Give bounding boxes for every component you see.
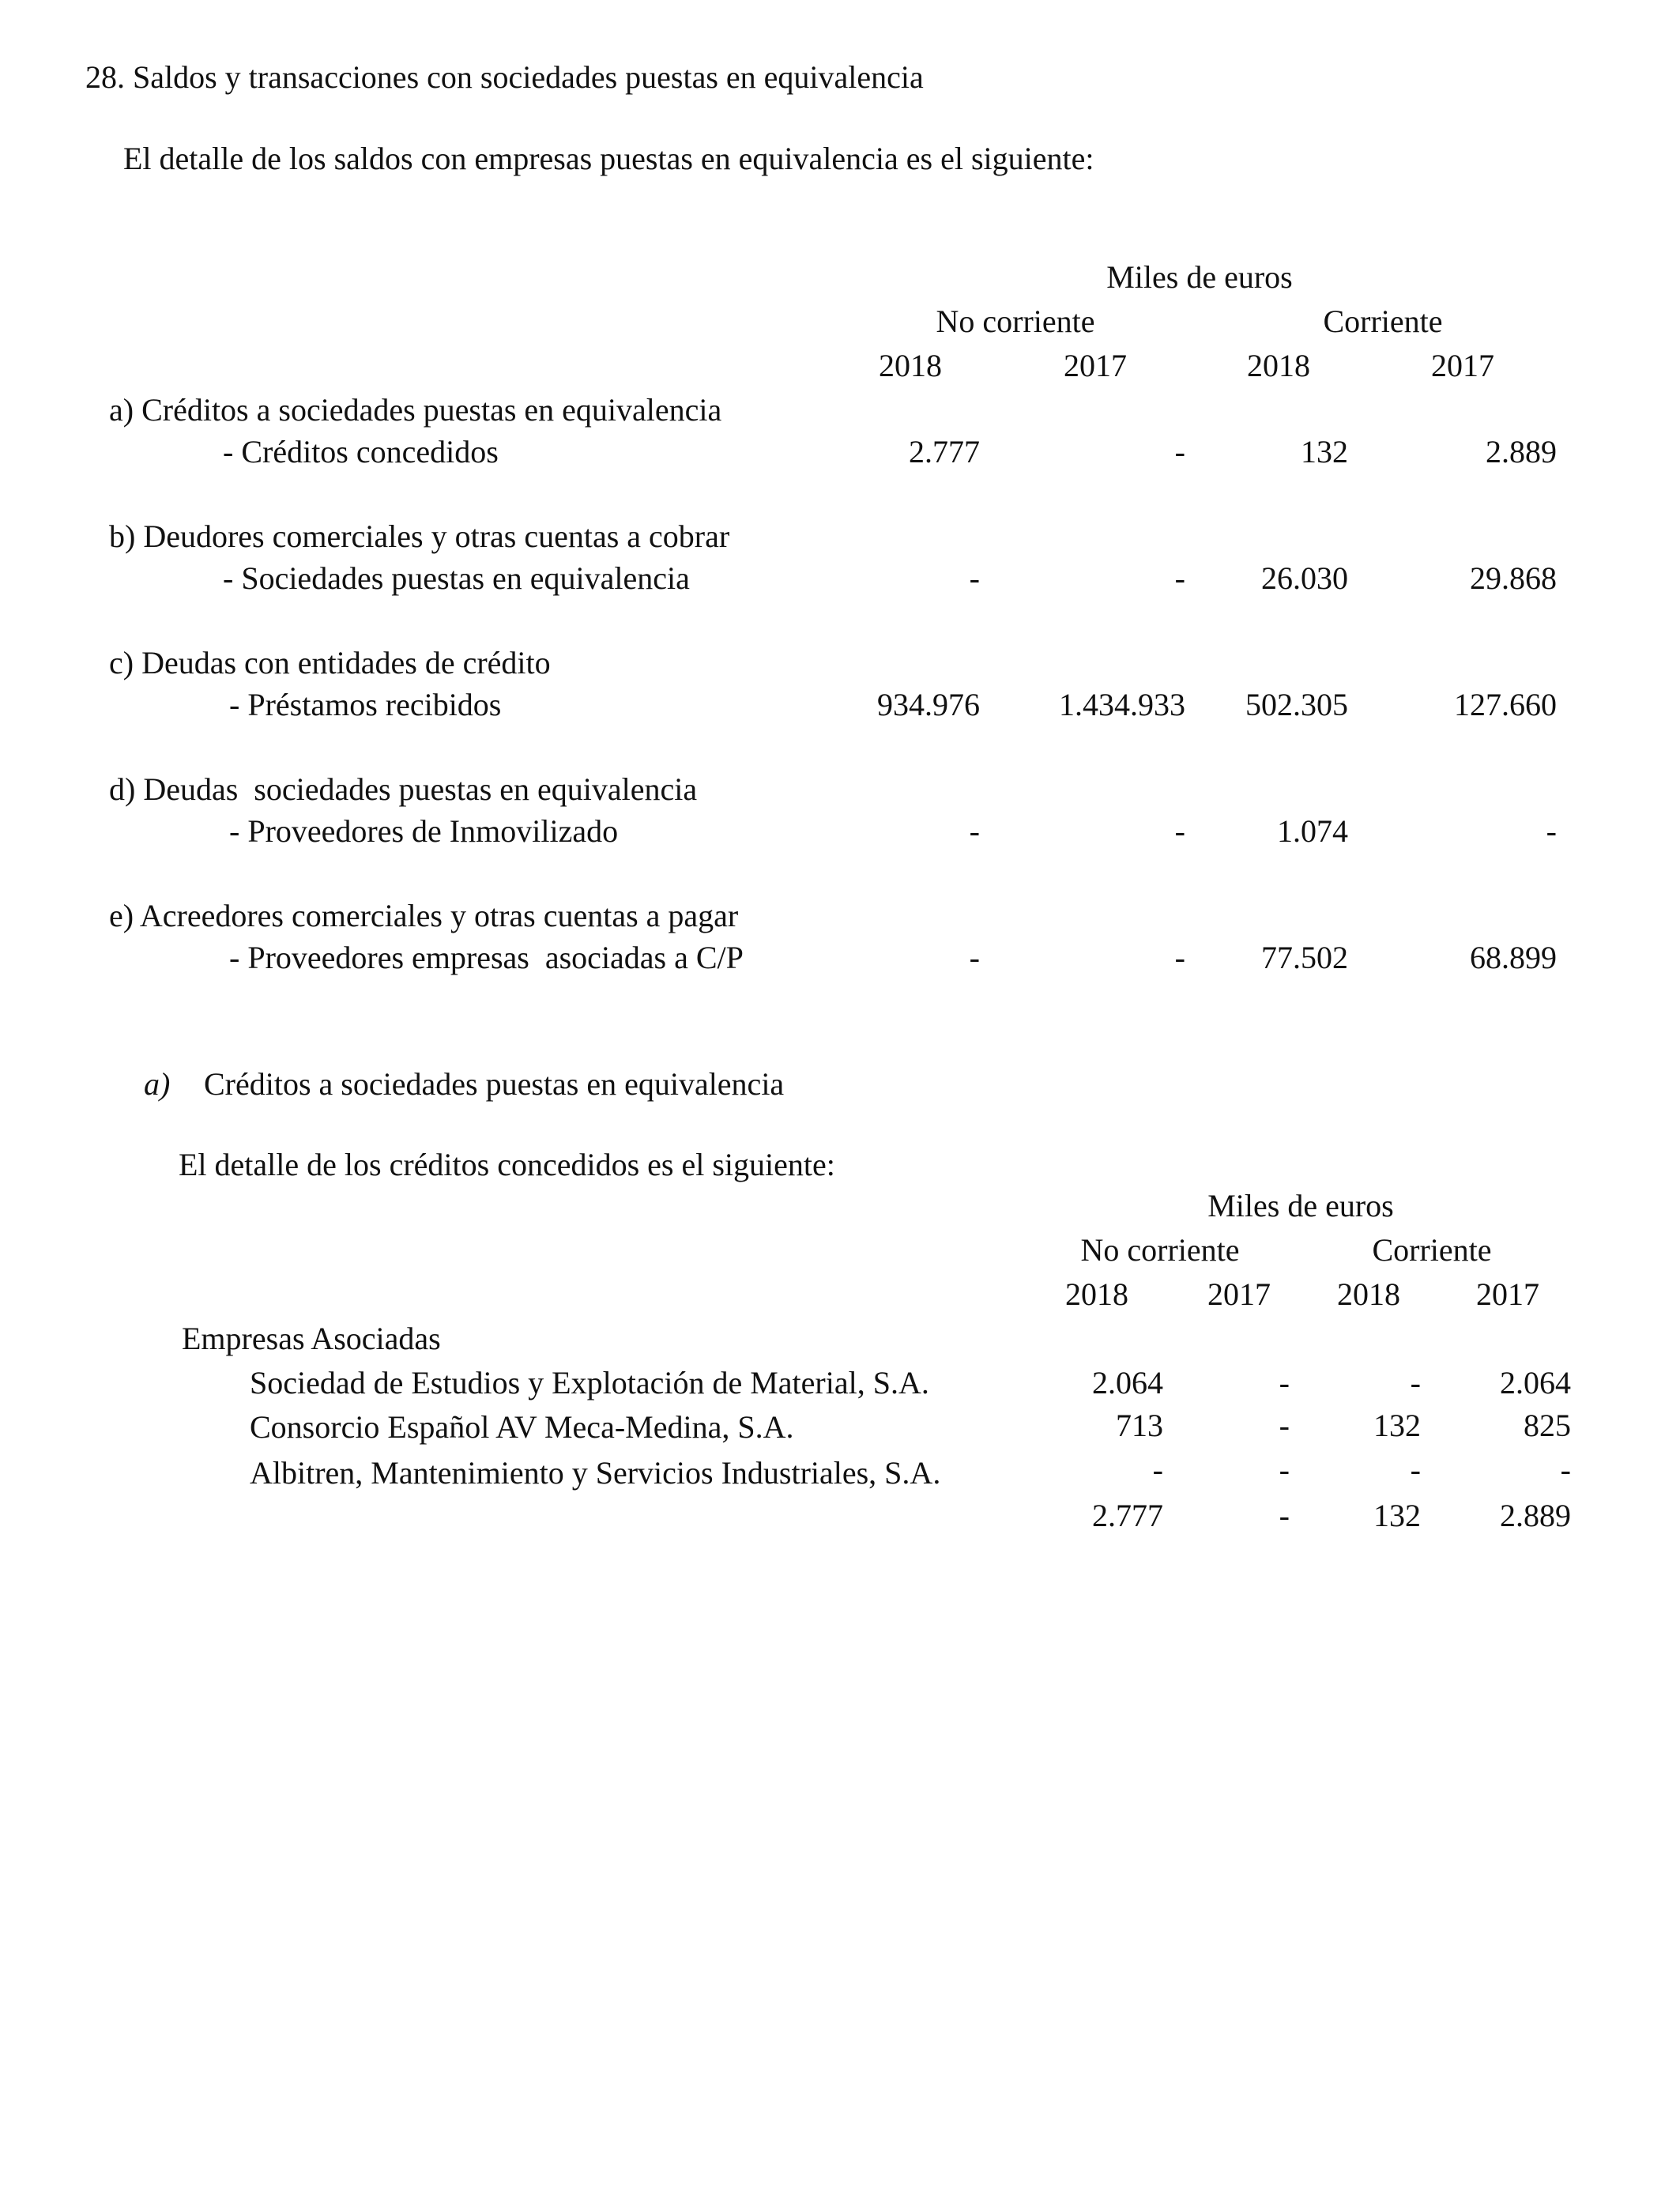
table1-cell: 502.305 xyxy=(1245,687,1348,722)
table2-cell: 132 xyxy=(1373,1408,1421,1443)
table2-row-label: Consorcio Español AV Meca-Medina, S.A. xyxy=(250,1409,794,1445)
table1-cell: 29.868 xyxy=(1470,560,1557,596)
table1-cell: - xyxy=(969,940,980,975)
table1-section-heading: c) Deudas con entidades de crédito xyxy=(109,645,551,680)
table1-cell: 132 xyxy=(1301,434,1348,469)
table2-total-cell: 2.777 xyxy=(1092,1498,1163,1533)
table2-total-cell: - xyxy=(1279,1498,1290,1533)
table1-cell: 68.899 xyxy=(1470,940,1557,975)
table1-year: 2017 xyxy=(1064,348,1127,383)
table2-cell: - xyxy=(1279,1452,1290,1487)
table1-section-heading: a) Créditos a sociedades puestas en equivalencia xyxy=(109,392,722,428)
table1-row-label: - Proveedores de Inmovilizado xyxy=(229,813,619,849)
table2-group-no-corriente: No corriente xyxy=(1080,1232,1240,1268)
table1-cell: 77.502 xyxy=(1261,940,1348,975)
table2-year: 2018 xyxy=(1337,1276,1400,1312)
table1-cell: - xyxy=(969,813,980,849)
table1-cell: 26.030 xyxy=(1261,560,1348,596)
table1-cell: 127.660 xyxy=(1454,687,1557,722)
table2-row-label: Sociedad de Estudios y Explotación de Material, S.A. xyxy=(250,1365,929,1400)
table1-section-heading: b) Deudores comerciales y otras cuentas a cobrar xyxy=(109,518,730,554)
table1-cell: 1.074 xyxy=(1277,813,1348,849)
table1-cell: 934.976 xyxy=(877,687,980,722)
table1-row-label: - Préstamos recibidos xyxy=(229,687,502,722)
table1-cell: 2.777 xyxy=(909,434,980,469)
table2-total-cell: 132 xyxy=(1373,1498,1421,1533)
table2-cell: 825 xyxy=(1524,1408,1571,1443)
intro-text: El detalle de los saldos con empresas puestas en equivalencia es el siguiente: xyxy=(123,141,1094,176)
table1-group-corriente: Corriente xyxy=(1323,303,1443,339)
subsection-title: Créditos a sociedades puestas en equivalencia xyxy=(204,1066,785,1102)
table2-group-label: Empresas Asociadas xyxy=(182,1321,441,1356)
table2-cell: - xyxy=(1410,1365,1421,1400)
table1-group-no-corriente: No corriente xyxy=(936,303,1095,339)
table2-year: 2018 xyxy=(1065,1276,1128,1312)
table2-cell: - xyxy=(1560,1452,1571,1487)
table2-group-corriente: Corriente xyxy=(1372,1232,1492,1268)
table1-year: 2018 xyxy=(879,348,942,383)
table1-year: 2018 xyxy=(1247,348,1310,383)
table2-year: 2017 xyxy=(1476,1276,1539,1312)
section-title: 28. Saldos y transacciones con sociedades puestas en equivalencia xyxy=(85,59,924,95)
intro2-text: El detalle de los créditos concedidos es el siguiente: xyxy=(179,1147,835,1182)
table2-row-label: Albitren, Mantenimiento y Servicios Industriales, S.A. xyxy=(250,1455,941,1491)
table2-year: 2017 xyxy=(1207,1276,1271,1312)
table2-total-cell: 2.889 xyxy=(1500,1498,1571,1533)
table2-cell: 2.064 xyxy=(1500,1365,1571,1400)
subsection-marker: a) xyxy=(144,1066,171,1102)
table1-cell: - xyxy=(1546,813,1557,849)
table2-cell: - xyxy=(1152,1452,1163,1487)
table2-cell: - xyxy=(1410,1452,1421,1487)
table1-cell: - xyxy=(1174,560,1185,596)
table1-cell: - xyxy=(1174,813,1185,849)
table2-cell: 713 xyxy=(1116,1408,1163,1443)
table1-row-label: - Créditos concedidos xyxy=(223,434,499,469)
table1-cell: 1.434.933 xyxy=(1059,687,1185,722)
table1-year: 2017 xyxy=(1431,348,1494,383)
table2-unit: Miles de euros xyxy=(1207,1188,1394,1223)
table1-section-heading: d) Deudas sociedades puestas en equivalencia xyxy=(109,771,698,807)
table1-row-label: - Proveedores empresas asociadas a C/P xyxy=(229,940,744,975)
table1-cell: 2.889 xyxy=(1486,434,1557,469)
table2-cell: 2.064 xyxy=(1092,1365,1163,1400)
table1-row-label: - Sociedades puestas en equivalencia xyxy=(223,560,690,596)
table2-cell: - xyxy=(1279,1408,1290,1443)
table1-cell: - xyxy=(1174,434,1185,469)
table1-unit: Miles de euros xyxy=(1106,259,1293,295)
table1-section-heading: e) Acreedores comerciales y otras cuentas a pagar xyxy=(109,898,739,933)
table2-cell: - xyxy=(1279,1365,1290,1400)
table1-cell: - xyxy=(1174,940,1185,975)
table1-cell: - xyxy=(969,560,980,596)
